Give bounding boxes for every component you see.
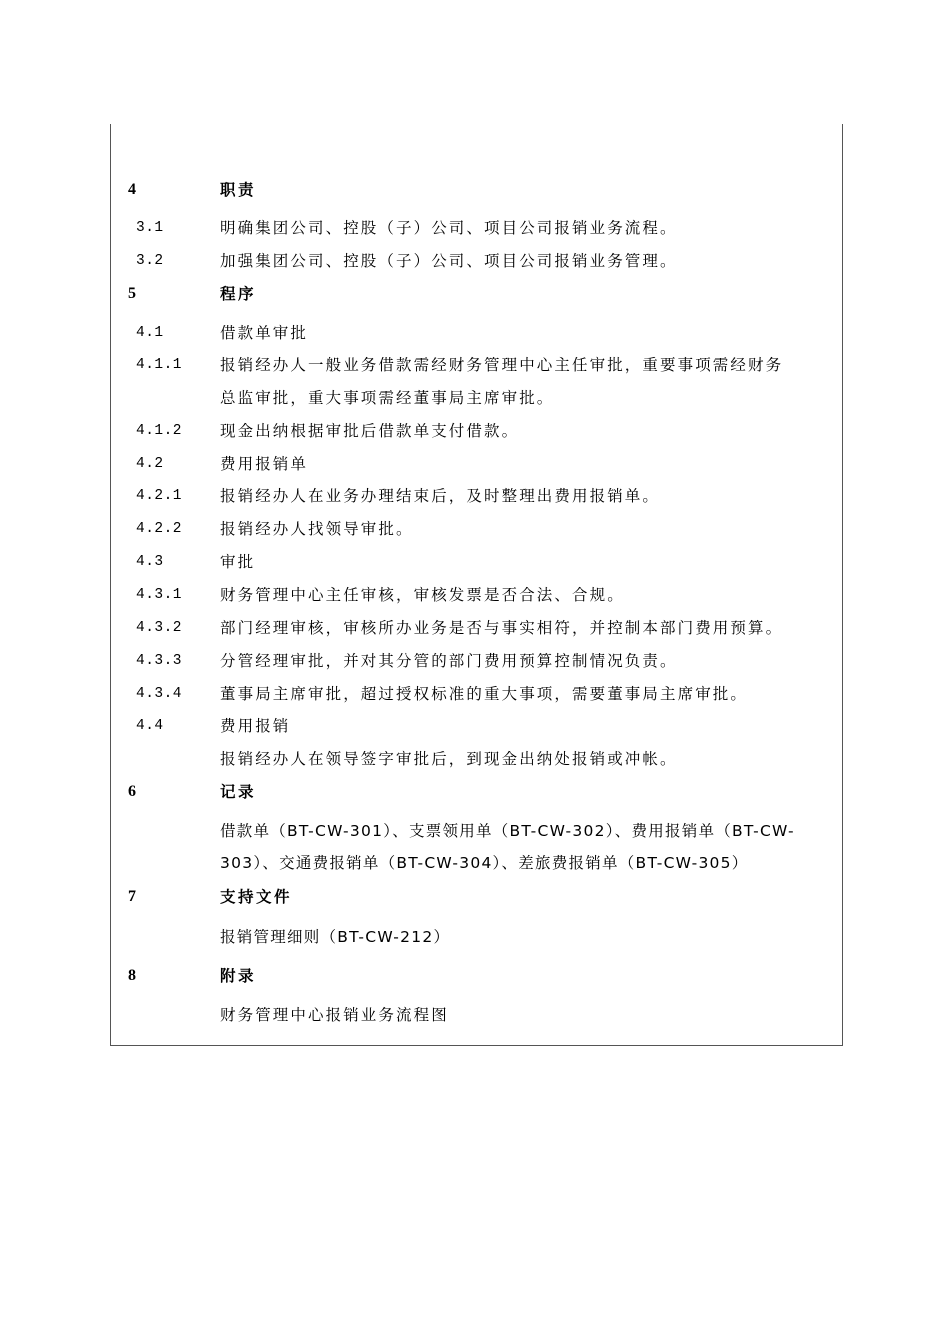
clause-number: 4.3 xyxy=(136,554,164,570)
clause-number: 3.1 xyxy=(136,220,164,236)
clause-number: 4.1.1 xyxy=(136,357,183,373)
section-number: 8 xyxy=(128,967,137,984)
section-title: 记录 xyxy=(220,783,257,801)
support-file-text: 报销管理细则（BT-CW-212） xyxy=(220,928,451,946)
clause-number: 4.3.2 xyxy=(136,620,183,636)
clause-text: 现金出纳根据审批后借款单支付借款。 xyxy=(220,422,520,440)
clause-text: 报销经办人在业务办理结束后，及时整理出费用报销单。 xyxy=(220,487,661,505)
clause-text: 费用报销 xyxy=(220,717,291,735)
clause-text: 费用报销单 xyxy=(220,455,309,473)
clause-text: 报销经办人一般业务借款需经财务管理中心主任审批，重要事项需经财务 xyxy=(220,356,784,374)
clause-number: 4.3.1 xyxy=(136,587,183,603)
clause-number: 4.1 xyxy=(136,325,164,341)
clause-number: 4.1.2 xyxy=(136,423,183,439)
section-title: 附录 xyxy=(220,967,257,985)
section-title: 程序 xyxy=(220,285,257,303)
records-text: 借款单（BT-CW-301）、支票领用单（BT-CW-302）、费用报销单（BT-CW- xyxy=(220,822,795,840)
clause-text: 借款单审批 xyxy=(220,324,309,342)
clause-text: 加强集团公司、控股（子）公司、项目公司报销业务管理。 xyxy=(220,252,678,270)
clause-text: 明确集团公司、控股（子）公司、项目公司报销业务流程。 xyxy=(220,219,678,237)
clause-number: 4.2.2 xyxy=(136,521,183,537)
clause-number: 4.3.3 xyxy=(136,653,183,669)
records-text: 303）、交通费报销单（BT-CW-304）、差旅费报销单（BT-CW-305） xyxy=(220,854,749,872)
section-number: 7 xyxy=(128,888,137,905)
clause-number: 4.3.4 xyxy=(136,686,183,702)
clause-number: 4.2 xyxy=(136,456,164,472)
clause-text: 审批 xyxy=(220,553,256,571)
clause-text: 总监审批，重大事项需经董事局主席审批。 xyxy=(220,389,555,407)
section-number: 4 xyxy=(128,181,137,198)
clause-number: 3.2 xyxy=(136,253,164,269)
clause-text: 分管经理审批，并对其分管的部门费用预算控制情况负责。 xyxy=(220,652,678,670)
section-title: 职责 xyxy=(220,181,257,199)
section-number: 6 xyxy=(128,783,137,800)
clause-text: 部门经理审核，审核所办业务是否与事实相符，并控制本部门费用预算。 xyxy=(220,619,784,637)
appendix-text: 财务管理中心报销业务流程图 xyxy=(220,1006,449,1024)
section-number: 5 xyxy=(128,285,137,302)
clause-number: 4.2.1 xyxy=(136,488,183,504)
section-title: 支持文件 xyxy=(220,888,293,906)
clause-text: 报销经办人找领导审批。 xyxy=(220,520,414,538)
clause-text: 报销经办人在领导签字审批后，到现金出纳处报销或冲帐。 xyxy=(220,750,678,768)
clause-text: 董事局主席审批，超过授权标准的重大事项，需要董事局主席审批。 xyxy=(220,685,749,703)
clause-text: 财务管理中心主任审核，审核发票是否合法、合规。 xyxy=(220,586,625,604)
clause-number: 4.4 xyxy=(136,718,164,734)
